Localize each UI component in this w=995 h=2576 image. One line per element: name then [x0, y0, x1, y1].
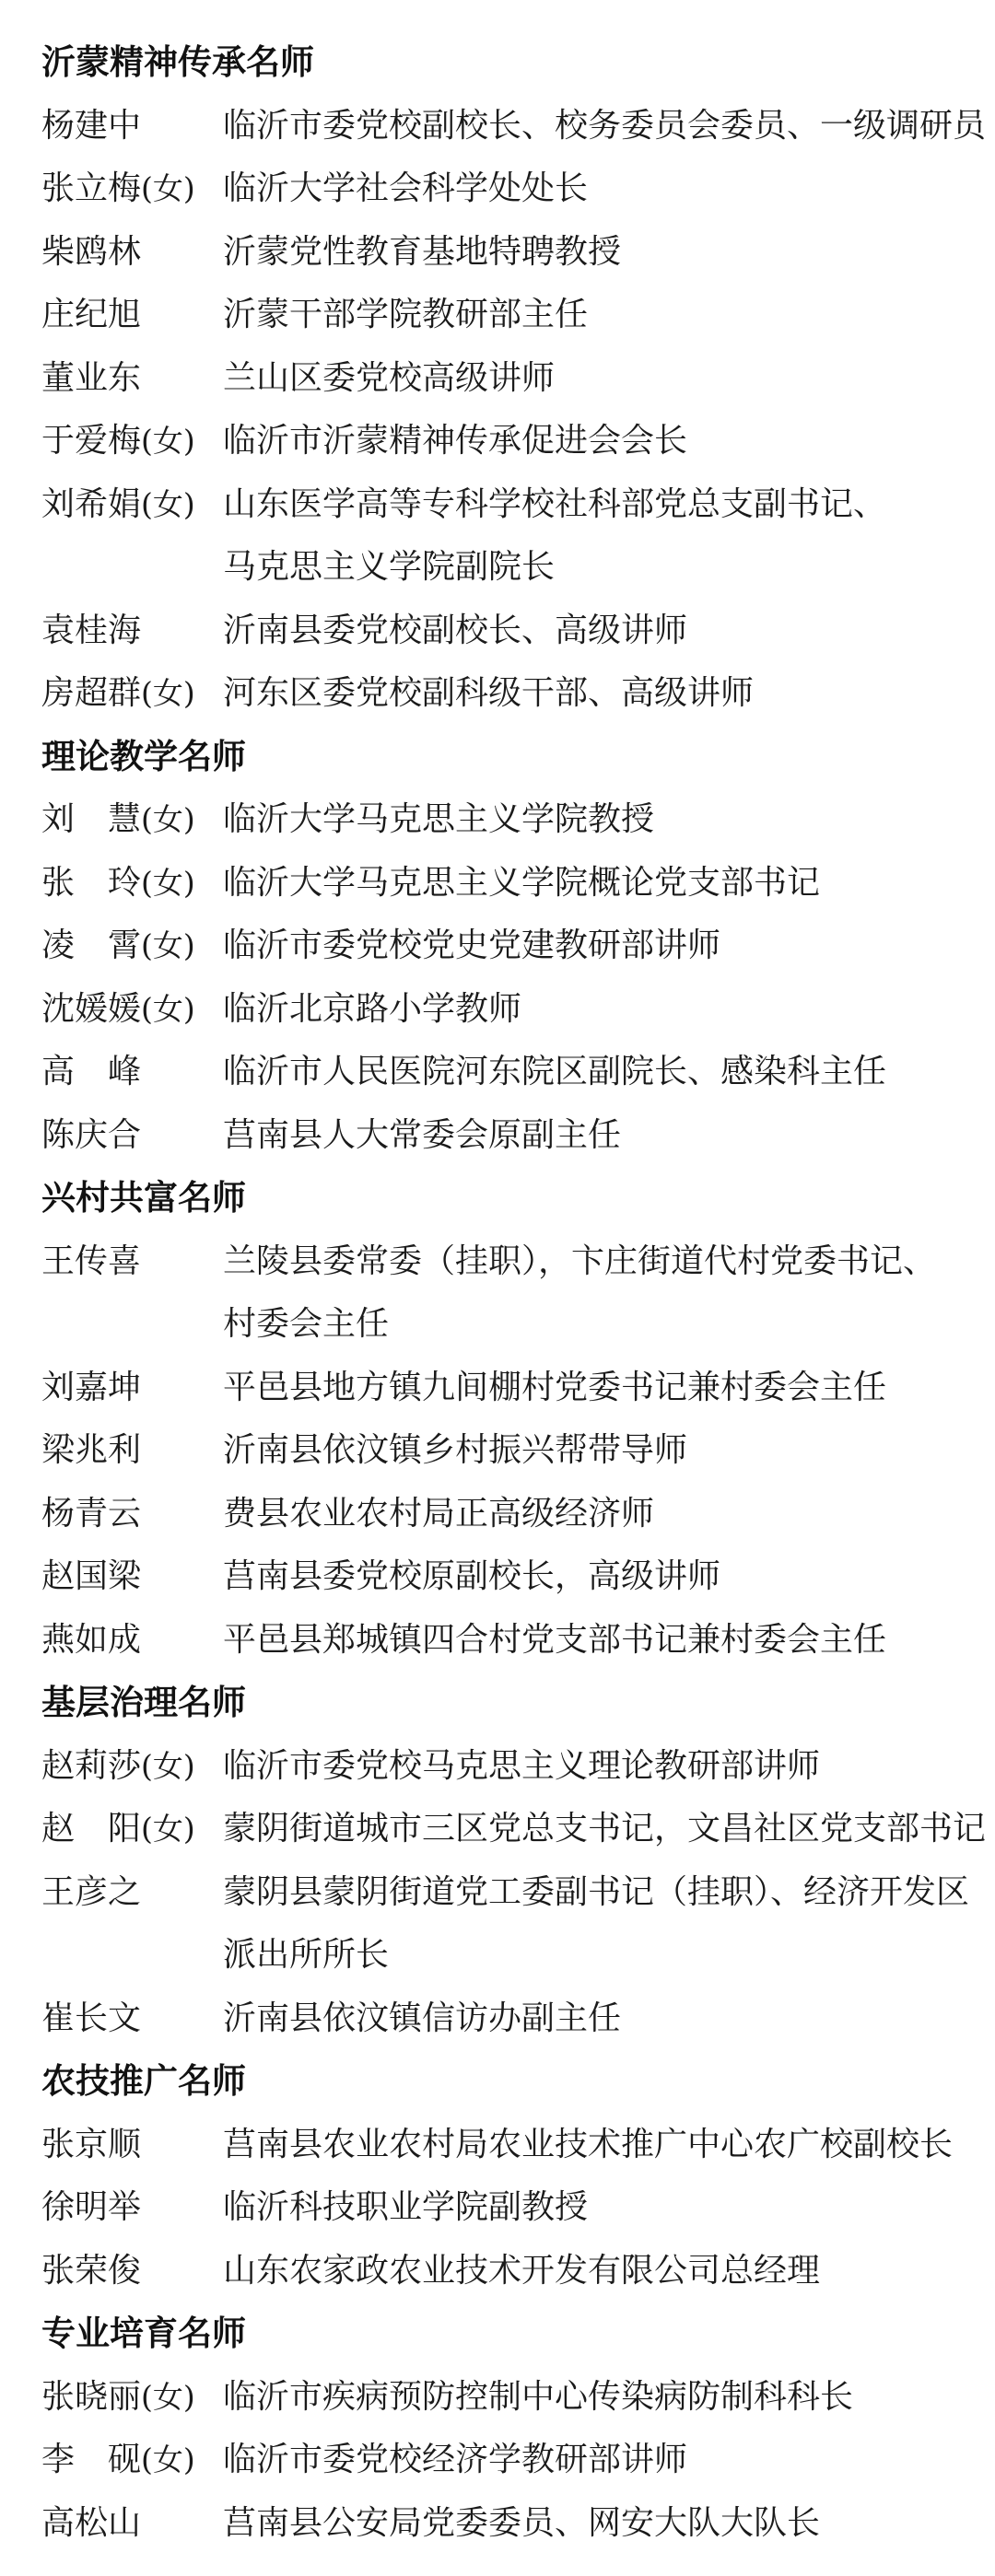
- person-name: 陈庆合: [41, 1115, 142, 1154]
- person-name-cell: [41, 95, 221, 157]
- section-heading: 理论教学名师: [41, 736, 246, 776]
- person-name-cell: [41, 347, 221, 410]
- person-name: 张京顺: [41, 2125, 142, 2163]
- person-name: 董业东: [41, 358, 142, 397]
- person-title: 河东区委党校副科级干部、高级讲师: [223, 674, 755, 712]
- person-title: 山东农家政农业技术开发有限公司总经理: [223, 2251, 821, 2290]
- section-heading: 兴村共富名师: [41, 1178, 246, 1218]
- section-heading: 基层治理名师: [41, 1683, 246, 1722]
- person-name: 王传喜: [41, 1241, 142, 1280]
- person-name: 高 峰: [41, 1053, 142, 1090]
- gender-note: (女): [141, 801, 195, 837]
- person-name: 杨建中: [41, 106, 142, 145]
- gender-note: (女): [141, 423, 195, 459]
- person-title-continued: 派出所所长: [223, 1936, 390, 1974]
- person-name-cell: [41, 2240, 221, 2302]
- person-title-continued: 马克思主义学院副院长: [223, 548, 556, 586]
- person-title: 沂南县委党校副校长、高级讲师: [223, 611, 688, 649]
- person-name-cell: [41, 1609, 221, 1672]
- person-title: 莒南县公安局党委委员、网安大队大队长: [223, 2503, 821, 2542]
- person-title: 平邑县地方镇九间棚村党委书记兼村委会主任: [223, 1368, 887, 1406]
- person-name-cell: [41, 1483, 221, 1545]
- person-title: 临沂科技职业学院副教授: [223, 2188, 589, 2226]
- person-name: 柴鸥林: [41, 232, 142, 271]
- person-name-cell: [41, 978, 221, 1041]
- person-name: 袁桂海: [41, 611, 142, 649]
- person-name-cell: [41, 1419, 221, 1482]
- person-name-cell: [41, 1041, 221, 1103]
- person-name-cell: [41, 2492, 221, 2555]
- person-title: 临沂市人民医院河东院区副院长、感染科主任: [223, 1053, 887, 1090]
- person-name: 杨青云: [41, 1494, 142, 1533]
- person-title: 费县农业农村局正高级经济师: [223, 1494, 655, 1533]
- person-name-cell: [41, 284, 221, 346]
- section-heading: 沂蒙精神传承名师: [41, 42, 314, 82]
- person-title: 临沂大学马克思主义学院教授: [223, 800, 655, 838]
- person-name-cell: [41, 915, 221, 977]
- person-name-cell: [41, 1104, 221, 1167]
- gender-note: (女): [141, 1811, 195, 1847]
- gender-note: (女): [141, 2442, 195, 2477]
- gender-note: (女): [141, 675, 195, 711]
- person-title: 临沂市委党校马克思主义理论教研部讲师: [223, 1746, 821, 1785]
- person-title: 沂蒙干部学院教研部主任: [223, 296, 589, 333]
- person-name: 张立梅: [41, 169, 142, 207]
- person-name: 高松山: [41, 2503, 142, 2542]
- gender-note: (女): [141, 1747, 195, 1784]
- person-name-cell: [41, 473, 221, 536]
- person-title: 临沂大学社会科学处处长: [223, 169, 589, 207]
- gender-note: (女): [141, 990, 195, 1027]
- person-name-cell: [41, 852, 221, 915]
- person-name-cell: [41, 1357, 221, 1419]
- person-name-cell: [41, 1735, 221, 1798]
- person-title: 莒南县人大常委会原副主任: [223, 1115, 622, 1154]
- person-name: 赵莉莎: [41, 1746, 142, 1785]
- person-name-cell: [41, 410, 221, 472]
- person-name: 燕如成: [41, 1620, 142, 1659]
- person-title: 沂南县依汶镇乡村振兴帮带导师: [223, 1431, 688, 1469]
- person-name: 王彦之: [41, 1872, 142, 1911]
- person-name-cell: [41, 1861, 221, 1924]
- person-name-cell: [41, 2429, 221, 2491]
- person-title: 临沂市沂蒙精神传承促进会会长: [223, 422, 688, 460]
- person-name: 沈媛媛: [41, 989, 142, 1028]
- person-name-cell: [41, 221, 221, 284]
- section-heading: 专业培育名师: [41, 2314, 246, 2353]
- person-name-cell: [41, 662, 221, 725]
- gender-note: (女): [141, 864, 195, 901]
- person-title: 莒南县农业农村局农业技术推广中心农广校副校长: [223, 2125, 954, 2163]
- person-title: 平邑县郑城镇四合村党支部书记兼村委会主任: [223, 1620, 887, 1659]
- person-title: 兰陵县委常委（挂职），卞庄街道代村党委书记、: [223, 1241, 937, 1280]
- person-name-cell: [41, 1987, 221, 2050]
- person-name: 李 砚: [41, 2441, 142, 2478]
- person-title: 临沂大学马克思主义学院概论党支部书记: [223, 863, 821, 902]
- person-title: 蒙阴县蒙阴街道党工委副书记（挂职）、经济开发区: [223, 1872, 970, 1911]
- person-title: 山东医学高等专科学校社科部党总支副书记、: [223, 484, 887, 523]
- gender-note: (女): [141, 170, 195, 206]
- person-name: 刘希娟: [41, 484, 142, 523]
- person-name: 赵 阳: [41, 1810, 142, 1847]
- person-title: 蒙阴街道城市三区党总支书记，文昌社区党支部书记: [223, 1810, 987, 1847]
- person-name: 刘嘉坤: [41, 1368, 142, 1406]
- person-title: 临沂市疾病预防控制中心传染病防制科科长: [223, 2377, 854, 2416]
- person-title: 临沂市委党校经济学教研部讲师: [223, 2441, 688, 2478]
- person-title: 临沂市委党校党史党建教研部讲师: [223, 927, 721, 964]
- person-title-continued: 村委会主任: [223, 1305, 390, 1343]
- person-name: 凌 霄: [41, 927, 142, 964]
- person-name: 于爱梅: [41, 422, 142, 460]
- person-title: 临沂市委党校副校长、校务委员会委员、一级调研员: [223, 106, 987, 145]
- person-name-cell: [41, 157, 221, 220]
- person-name-cell: [41, 600, 221, 662]
- person-name-cell: [41, 1545, 221, 1608]
- person-name: 徐明举: [41, 2188, 142, 2226]
- person-name: 房超群: [41, 674, 142, 712]
- person-name: 刘 慧: [41, 800, 142, 838]
- person-title: 兰山区委党校高级讲师: [223, 358, 556, 397]
- person-name: 崔长文: [41, 1999, 142, 2037]
- person-name: 赵国梁: [41, 1557, 142, 1595]
- person-name-cell: [41, 2176, 221, 2239]
- person-name-cell: [41, 1798, 221, 1860]
- person-title: 莒南县委党校原副校长，高级讲师: [223, 1557, 721, 1595]
- person-name: 张荣俊: [41, 2251, 142, 2290]
- person-name-cell: [41, 788, 221, 851]
- person-title: 沂南县依汶镇信访办副主任: [223, 1999, 622, 2037]
- person-title: 临沂北京路小学教师: [223, 989, 522, 1028]
- person-name: 张 玲: [41, 863, 142, 902]
- gender-note: (女): [141, 927, 195, 963]
- person-name-cell: [41, 1230, 221, 1293]
- person-name: 庄纪旭: [41, 296, 142, 333]
- gender-note: (女): [141, 485, 195, 522]
- section-heading: 农技推广名师: [41, 2061, 246, 2101]
- person-name-cell: [41, 2114, 221, 2176]
- person-name-cell: [41, 2366, 221, 2429]
- gender-note: (女): [141, 2378, 195, 2415]
- person-name: 梁兆利: [41, 1431, 142, 1469]
- person-name: 张晓丽: [41, 2377, 142, 2416]
- person-title: 沂蒙党性教育基地特聘教授: [223, 232, 622, 271]
